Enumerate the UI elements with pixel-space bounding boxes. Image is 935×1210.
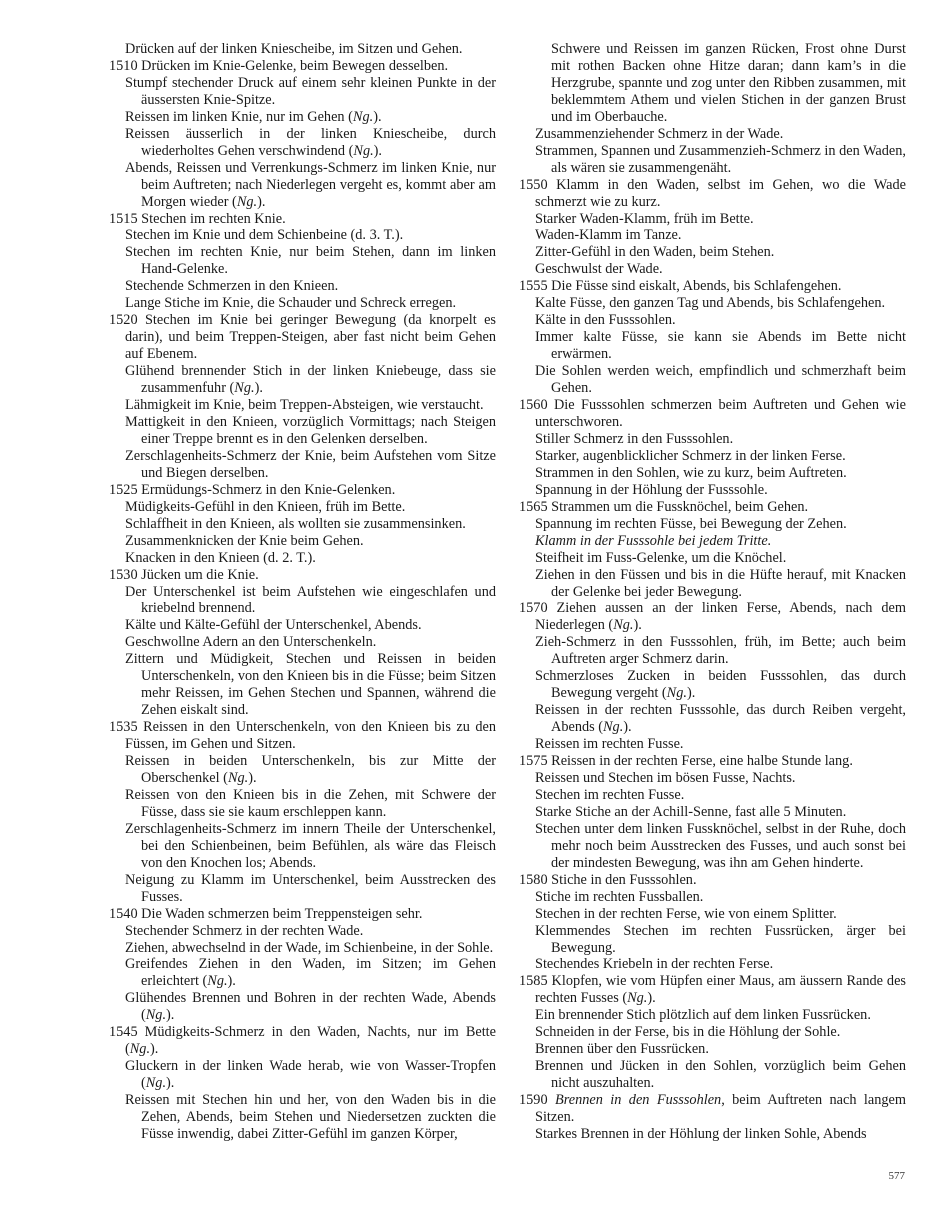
entry-text: Schmerzloses Zucken in beiden Fusssohlen, das durch Bewegung vergeht (Ng.). [535, 668, 906, 702]
entry-text: Stechen im Knie bei geringer Bewegung (da knorpelt es darin), und beim Treppen-Steigen, aber fast nicht beim Gehen auf Ebenem. [125, 312, 496, 363]
entry-text: Drücken im Knie-Gelenke, beim Bewegen desselben. [141, 57, 449, 74]
entry [109, 482, 496, 499]
entry-text: Zerschlagenheits-Schmerz der Knie, beim Aufstehen vom Sitze und Biegen derselben. [125, 447, 496, 481]
entry [519, 227, 906, 244]
entry [519, 804, 906, 821]
entry-text: Glühend brennender Stich in der linken Kniebeuge, dass sie zusammenfuhr (Ng.). [125, 363, 496, 397]
entry [519, 872, 906, 889]
entry [519, 634, 906, 668]
entry-text: Brennen in den Fusssohlen, beim Auftreten nach langem Sitzen. [535, 1092, 906, 1126]
entry-text: Stechen im Knie und dem Schienbeine (d. 3. T.). [125, 227, 404, 244]
entry-text: Reissen mit Stechen hin und her, von den Waden bis in die Zehen, Abends, beim Stehen und Niedersetzen zuckten die Füsse inwendig, dabei Zitter-Gefühl im ganzen Körper, [125, 1092, 496, 1142]
entry [109, 956, 496, 990]
entry [519, 363, 906, 397]
entry [109, 1058, 496, 1092]
entry-text: Stechen im rechten Knie, nur beim Stehen, dann im linken Hand-Gelenke. [125, 244, 496, 278]
entry-text: Müdigkeits-Schmerz in den Waden, Nachts, nur im Bette (Ng.). [125, 1024, 496, 1058]
entry-text: Zerschlagenheits-Schmerz im innern Theile der Unterschenkel, bei den Schienbeinen, beim Befühlen, als wäre das Fleisch von den Knochen los; Abends. [125, 820, 496, 871]
entry [519, 177, 906, 211]
entry-text: Stechen im rechten Fusse. [535, 786, 685, 803]
entry [519, 533, 906, 550]
entry-number: 1510 [109, 57, 142, 74]
entry-text: Ziehen aussen an der linken Ferse, Abends, nach dem Niederlegen (Ng.). [535, 600, 907, 634]
entry [519, 702, 906, 736]
entry [519, 973, 906, 1007]
entry-text: Geschwulst der Wade. [535, 261, 663, 278]
entry [109, 821, 496, 872]
entry-text: Klopfen, wie vom Hüpfen einer Maus, am äussern Rande des rechten Fusses (Ng.). [535, 973, 906, 1007]
entry-text: Stumpf stechender Druck auf einem sehr kleinen Punkte in der äussersten Knie-Spitze. [125, 74, 496, 108]
entry [519, 244, 906, 261]
entry-text: Immer kalte Füsse, sie kann sie Abends im Bette nicht erwärmen. [535, 329, 906, 363]
entry-text: Klamm in den Waden, selbst im Gehen, wo die Wade schmerzt wie zu kurz. [535, 176, 906, 210]
entry [109, 516, 496, 533]
entry-text: Klamm in der Fusssohle bei jedem Tritte. [535, 532, 772, 549]
entry [519, 448, 906, 465]
entry-text: Zusammenknicken der Knie beim Gehen. [125, 532, 364, 549]
entry [109, 567, 496, 584]
entry [109, 872, 496, 906]
entry-text: Strammen in den Sohlen, wie zu kurz, beim Auftreten. [535, 464, 847, 481]
entry-text: Kälte und Kälte-Gefühl der Unterschenkel, Abends. [125, 617, 422, 634]
entry-text: Greifendes Ziehen in den Waden, im Sitzen; im Gehen erleichtert (Ng.). [125, 956, 496, 990]
entry-text: Glühendes Brennen und Bohren in der rechten Wade, Abends (Ng.). [125, 990, 496, 1024]
entry-text: Brennen und Jücken in den Sohlen, vorzüglich beim Gehen nicht auszuhalten. [535, 1058, 906, 1092]
entry [519, 295, 906, 312]
entry [519, 397, 906, 431]
entry-text: Stechen im rechten Knie. [141, 210, 286, 227]
entry-number: 1550 [519, 176, 557, 193]
entry [109, 1024, 496, 1058]
entry-number: 1525 [109, 481, 142, 498]
entry [109, 312, 496, 363]
entry [519, 550, 906, 567]
entry-number: 1570 [519, 600, 557, 617]
entry-text: Reissen und Stechen im bösen Fusse, Nachts. [535, 769, 796, 786]
entry-text: Stechendes Kriebeln in der rechten Ferse. [535, 956, 774, 973]
entry-text: Drücken auf der linken Kniescheibe, im Sitzen und Gehen. [125, 41, 463, 57]
entry [109, 787, 496, 821]
entry [109, 58, 496, 75]
entry [519, 1126, 906, 1143]
entry-text: Reissen in den Unterschenkeln, von den Knieen bis zu den Füssen, im Gehen und Sitzen. [125, 719, 496, 753]
entry [519, 312, 906, 329]
entry-text: Geschwollne Adern an den Unterschenkeln. [125, 634, 377, 651]
entry [109, 75, 496, 109]
entry [109, 584, 496, 618]
entry-text: Kalte Füsse, den ganzen Tag und Abends, bis Schlafengehen. [535, 295, 886, 312]
entry-text: Stechende Schmerzen in den Knieen. [125, 278, 339, 295]
entry [519, 261, 906, 278]
entry [519, 1041, 906, 1058]
entry-text: Zittern und Müdigkeit, Stechen und Reissen in beiden Unterschenkeln, von den Knieen bis in die Füsse; beim Sitzen mehr Reissen, im Gehen Stechen und Spannen, während die Zehen eiskalt sind. [125, 651, 496, 719]
entry [109, 244, 496, 278]
entry-text: Spannung im rechten Füsse, bei Bewegung der Zehen. [535, 515, 847, 532]
entry [519, 770, 906, 787]
entry [519, 1007, 906, 1024]
entry-text: Die Füsse sind eiskalt, Abends, bis Schlafengehen. [551, 278, 842, 295]
entry [109, 414, 496, 448]
entry [109, 126, 496, 160]
entry [109, 448, 496, 482]
entry-number: 1555 [519, 278, 552, 295]
entry [109, 211, 496, 228]
entry [109, 634, 496, 651]
entry-number: 1545 [109, 1024, 145, 1041]
entry [519, 499, 906, 516]
entry-text: Waden-Klamm im Tanze. [535, 227, 682, 244]
entry [519, 482, 906, 499]
entry-text: Knacken in den Knieen (d. 2. T.). [125, 549, 316, 566]
entry [519, 41, 906, 126]
entry-text: Reissen im rechten Fusse. [535, 736, 684, 753]
entry-number: 1530 [109, 566, 142, 583]
entry-text: Starker, augenblicklicher Schmerz in der linken Ferse. [535, 447, 846, 464]
entry-number: 1585 [519, 973, 552, 990]
entry-text: Der Unterschenkel ist beim Aufstehen wie eingeschlafen und kriebelnd brennend. [125, 583, 496, 617]
entry [519, 516, 906, 533]
entry [109, 617, 496, 634]
entry-number: 1515 [109, 210, 142, 227]
entry [109, 753, 496, 787]
entry-text: Die Waden schmerzen beim Treppensteigen sehr. [141, 905, 423, 922]
entry [109, 940, 496, 957]
entry [109, 295, 496, 312]
entry-text: Ein brennender Stich plötzlich auf dem linken Fussrücken. [535, 1007, 871, 1024]
entry-text: Lange Stiche im Knie, die Schauder und Schreck erregen. [125, 295, 457, 312]
entry [109, 363, 496, 397]
entry-text: Neigung zu Klamm im Unterschenkel, beim Ausstrecken des Fusses. [125, 871, 496, 905]
entry-text: Stiller Schmerz in den Fusssohlen. [535, 430, 734, 447]
entry-text: Stechender Schmerz in der rechten Wade. [125, 922, 364, 939]
entry-text: Stechen in der rechten Ferse, wie von einem Splitter. [535, 905, 837, 922]
entry [519, 211, 906, 228]
entry [519, 923, 906, 957]
entry-text: Gluckern in der linken Wade herab, wie von Wasser-Tropfen (Ng.). [125, 1058, 496, 1092]
entry [109, 923, 496, 940]
entry [519, 1092, 906, 1126]
entry-text: Brennen über den Fussrücken. [535, 1041, 709, 1058]
left-column [109, 41, 496, 1143]
entry [519, 126, 906, 143]
entry [519, 600, 906, 634]
entry [109, 499, 496, 516]
entry-text: Kälte in den Fusssohlen. [535, 312, 676, 329]
entry [109, 41, 496, 58]
entry-number: 1540 [109, 905, 142, 922]
entry [519, 567, 906, 601]
entry [109, 719, 496, 753]
entry [109, 160, 496, 211]
entry-number: 1590 [519, 1092, 555, 1109]
entry-text: Abends, Reissen und Verrenkungs-Schmerz im linken Knie, nur beim Auftreten; nach Niederlegen vergeht es, kommt aber am Morgen wieder (Ng.). [125, 159, 496, 210]
entry [519, 1024, 906, 1041]
entry-text: Zitter-Gefühl in den Waden, beim Stehen. [535, 244, 775, 261]
entry-number: 1520 [109, 312, 145, 329]
entry-text: Spannung in der Höhlung der Fusssohle. [535, 481, 768, 498]
entry [519, 821, 906, 872]
entry [109, 227, 496, 244]
entry [519, 787, 906, 804]
entry [109, 651, 496, 719]
entry [519, 329, 906, 363]
entry [519, 1058, 906, 1092]
entry-text: Mattigkeit in den Knieen, vorzüglich Vormittags; nach Steigen einer Treppe brennt es in den Gelenken derselben. [125, 413, 496, 447]
entry-text: Starke Stiche an der Achill-Senne, fast alle 5 Minuten. [535, 803, 847, 820]
entry-text: Lähmigkeit im Knie, beim Treppen-Absteigen, wie verstaucht. [125, 397, 484, 414]
entry-text: Die Fusssohlen schmerzen beim Auftreten und Gehen wie unterschworen. [535, 397, 906, 430]
entry-text: Reissen in beiden Unterschenkeln, bis zur Mitte der Oberschenkel (Ng.). [125, 753, 496, 786]
entry-text: Stiche in den Fusssohlen. [551, 871, 697, 888]
entry-text: Ziehen in den Füssen und bis in die Hüfte herauf, mit Knacken der Gelenke bei jeder Bewegung. [535, 566, 906, 600]
entry [109, 533, 496, 550]
entry-text: Müdigkeits-Gefühl in den Knieen, früh im Bette. [125, 498, 406, 515]
right-column [519, 41, 906, 1143]
entry-text: Strammen, Spannen und Zusammenzieh-Schmerz in den Waden, als wären sie zusammengenäht. [535, 142, 906, 176]
entry [519, 736, 906, 753]
entry-text: Schwere und Reissen im ganzen Rücken, Frost ohne Durst mit rothen Backen ohne Hitze daran; dann kam’s in die Herzgrube, spannte und zog unter den Ribben zusammen, mit beklemmtem Athem und vielen Stichen in der ganzen Brust und im Oberbauche. [551, 41, 906, 125]
entry [519, 889, 906, 906]
entry [109, 990, 496, 1024]
entry-text: Reissen in der rechten Fusssohle, das durch Reiben vergeht, Abends (Ng.). [535, 702, 906, 736]
entry-number: 1575 [519, 753, 552, 770]
entry-text: Zusammenziehender Schmerz in der Wade. [535, 125, 784, 142]
entry [109, 109, 496, 126]
entry-number: 1560 [519, 397, 554, 414]
entry-text: Zieh-Schmerz in den Fusssohlen, früh, im Bette; auch beim Auftreten arger Schmerz darin. [535, 634, 906, 668]
page-number: 577 [888, 1170, 905, 1182]
entry-text: Starker Waden-Klamm, früh im Bette. [535, 210, 754, 227]
entry-text: Die Sohlen werden weich, empfindlich und schmerzhaft beim Gehen. [535, 363, 906, 397]
entry [109, 397, 496, 414]
entry-text: Reissen in der rechten Ferse, eine halbe Stunde lang. [551, 753, 853, 770]
entry [109, 550, 496, 567]
entry [519, 956, 906, 973]
entry-text: Schlaffheit in den Knieen, als wollten sie zusammensinken. [125, 515, 466, 532]
entry [519, 753, 906, 770]
entry [109, 278, 496, 295]
entry-text: Reissen äusserlich in der linken Kniescheibe, durch wiederholtes Gehen verschwindend (Ng.). [125, 125, 496, 159]
entry [519, 668, 906, 702]
entry-text: Stiche im rechten Fussballen. [535, 888, 704, 905]
entry-text: Schneiden in der Ferse, bis in die Höhlung der Sohle. [535, 1024, 841, 1041]
entry-text: Reissen im linken Knie, nur im Gehen (Ng.). [125, 108, 382, 125]
entry [519, 906, 906, 923]
entry-text: Ziehen, abwechselnd in der Wade, im Schienbeine, in der Sohle. [125, 939, 494, 956]
entry-text: Reissen von den Knieen bis in die Zehen, mit Schwere der Füsse, dass sie sie kaum erschleppen kann. [125, 786, 496, 820]
entry-text: Steifheit im Fuss-Gelenke, um die Knöchel. [535, 549, 787, 566]
entry [109, 1092, 496, 1143]
entry-text: Jücken um die Knie. [141, 566, 259, 583]
entry-text: Strammen um die Fussknöchel, beim Gehen. [551, 498, 809, 515]
entry-text: Klemmendes Stechen im rechten Fussrücken, ärger bei Bewegung. [535, 922, 906, 956]
entry [519, 278, 906, 295]
entry-text: Stechen unter dem linken Fussknöchel, selbst in der Ruhe, doch mehr noch beim Ausstrecken des Fusses, und auch sonst bei der mindesten Bewegung, was ihn am Gehen hinderte. [535, 820, 906, 871]
entry [519, 143, 906, 177]
entry-number: 1565 [519, 498, 552, 515]
entry [109, 906, 496, 923]
entry [519, 465, 906, 482]
entry-text: Starkes Brennen in der Höhlung der linken Sohle, Abends [535, 1126, 867, 1142]
entry-text: Ermüdungs-Schmerz in den Knie-Gelenken. [141, 481, 396, 498]
entry-number: 1580 [519, 871, 552, 888]
entry [519, 431, 906, 448]
entry-number: 1535 [109, 719, 144, 736]
